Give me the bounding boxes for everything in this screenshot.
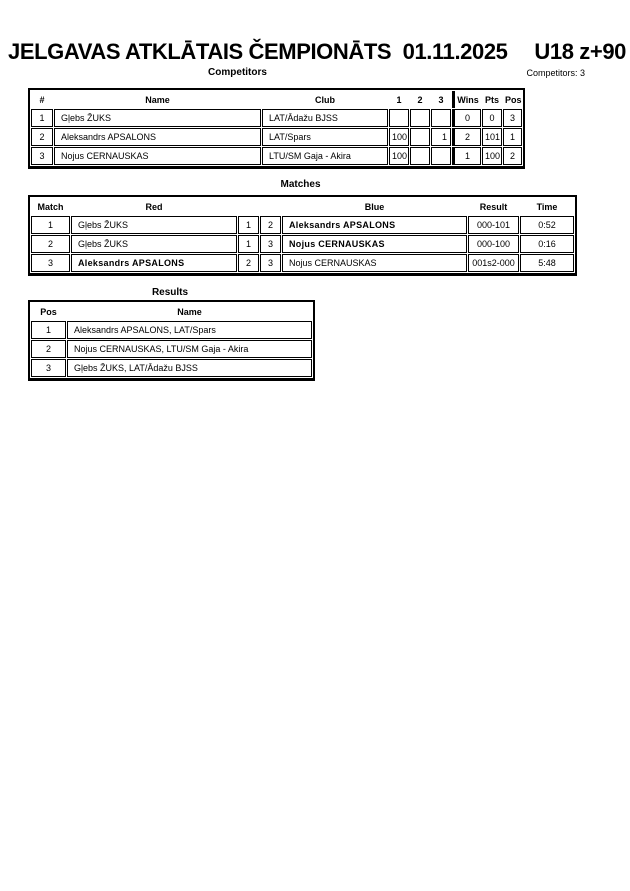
matches-table	[28, 195, 577, 276]
red-name-cell: Gļebs ŽUKS	[71, 216, 237, 234]
pos-cell: 3	[503, 109, 522, 127]
red-seed-cell: 1	[238, 235, 259, 253]
result-row	[31, 340, 312, 358]
matches-section-label: Matches	[280, 179, 321, 190]
time-cell: 5:48	[520, 254, 574, 272]
blue-name-cell: Nojus CERNAUSKAS	[282, 235, 467, 253]
red-seed-cell: 2	[238, 254, 259, 272]
score-vs-2-cell	[410, 128, 430, 146]
header-result: Result	[479, 201, 508, 212]
competitor-row	[31, 128, 522, 146]
score-vs-3-cell	[431, 147, 451, 165]
match-number-cell: 3	[31, 254, 70, 272]
pts-cell: 101	[482, 128, 502, 146]
header-bluenum	[260, 198, 281, 215]
score-vs-3-cell: 1	[431, 128, 451, 146]
results-section-label: Results	[151, 287, 189, 298]
results-table	[28, 300, 315, 381]
competitor-club-cell: LAT/Spars	[262, 128, 388, 146]
header-pts: Pts	[484, 94, 499, 105]
wins-cell: 0	[452, 109, 481, 127]
competitor-name-cell: Gļebs ŽUKS	[54, 109, 261, 127]
red-name-cell: Gļebs ŽUKS	[71, 235, 237, 253]
competitor-row	[31, 109, 522, 127]
final-pos-cell: 2	[31, 340, 66, 358]
category-title: U18 z+90	[534, 39, 626, 64]
competitor-number-cell: 2	[31, 128, 53, 146]
final-name-cell: Nojus CERNAUSKAS, LTU/SM Gaja - Akira	[67, 340, 312, 358]
page-title	[8, 39, 626, 65]
red-seed-cell: 1	[238, 216, 259, 234]
header-blue: Blue	[364, 201, 385, 212]
pos-cell: 2	[503, 147, 522, 165]
result-row	[31, 359, 312, 377]
header-col2: 2	[417, 94, 423, 105]
header-col1: 1	[396, 94, 402, 105]
header-num: #	[39, 94, 45, 105]
competitor-club-cell: LAT/Ādažu BJSS	[262, 109, 388, 127]
pos-cell: 1	[503, 128, 522, 146]
matches-header-row	[31, 198, 574, 215]
competitor-number-cell: 1	[31, 109, 53, 127]
competitors-header-row	[31, 91, 522, 108]
header-col3: 3	[438, 94, 444, 105]
match-row	[31, 216, 574, 234]
time-cell: 0:16	[520, 235, 574, 253]
match-row	[31, 254, 574, 272]
competitors-table	[28, 88, 525, 169]
competitor-number-cell: 3	[31, 147, 53, 165]
final-name-cell: Gļebs ŽUKS, LAT/Ādažu BJSS	[67, 359, 312, 377]
match-number-cell: 2	[31, 235, 70, 253]
blue-name-cell: Aleksandrs APSALONS	[282, 216, 467, 234]
match-number-cell: 1	[31, 216, 70, 234]
result-row	[31, 321, 312, 339]
final-pos-cell: 3	[31, 359, 66, 377]
tournament-title: JELGAVAS ATKLĀTAIS ČEMPIONĀTS 01.11.2025	[8, 39, 508, 64]
final-name-cell: Aleksandrs APSALONS, LAT/Spars	[67, 321, 312, 339]
blue-seed-cell: 2	[260, 216, 281, 234]
blue-name-cell: Nojus CERNAUSKAS	[282, 254, 467, 272]
header-pos: Pos	[505, 94, 522, 105]
results-header-row	[31, 303, 312, 320]
pts-cell: 100	[482, 147, 502, 165]
competitor-club-cell: LTU/SM Gaja - Akira	[262, 147, 388, 165]
header-time: Time	[536, 201, 558, 212]
header-name: Name	[145, 94, 170, 105]
header-club: Club	[315, 94, 335, 105]
wins-cell: 1	[452, 147, 481, 165]
header-wins: Wins	[452, 91, 481, 108]
final-pos-cell: 1	[31, 321, 66, 339]
competitor-name-cell: Aleksandrs APSALONS	[54, 128, 261, 146]
score-vs-2-cell	[410, 147, 430, 165]
result-cell: 001s2-000	[468, 254, 519, 272]
header-match: Match	[37, 201, 64, 212]
score-vs-3-cell	[431, 109, 451, 127]
result-cell: 000-101	[468, 216, 519, 234]
result-cell: 000-100	[468, 235, 519, 253]
header-red: Red	[145, 201, 163, 212]
header-pos: Pos	[40, 306, 57, 317]
competitor-row	[31, 147, 522, 165]
score-vs-2-cell	[410, 109, 430, 127]
score-vs-1-cell: 100	[389, 147, 409, 165]
time-cell: 0:52	[520, 216, 574, 234]
match-row	[31, 235, 574, 253]
blue-seed-cell: 3	[260, 235, 281, 253]
competitors-section-label: Competitors	[208, 67, 267, 78]
competitor-name-cell: Nojus CERNAUSKAS	[54, 147, 261, 165]
header-name: Name	[177, 306, 202, 317]
red-name-cell: Aleksandrs APSALONS	[71, 254, 237, 272]
wins-cell: 2	[452, 128, 481, 146]
blue-seed-cell: 3	[260, 254, 281, 272]
pts-cell: 0	[482, 109, 502, 127]
header-rednum	[238, 198, 259, 215]
competitors-count: Competitors: 3	[526, 68, 585, 78]
score-vs-1-cell: 100	[389, 128, 409, 146]
score-vs-1-cell	[389, 109, 409, 127]
